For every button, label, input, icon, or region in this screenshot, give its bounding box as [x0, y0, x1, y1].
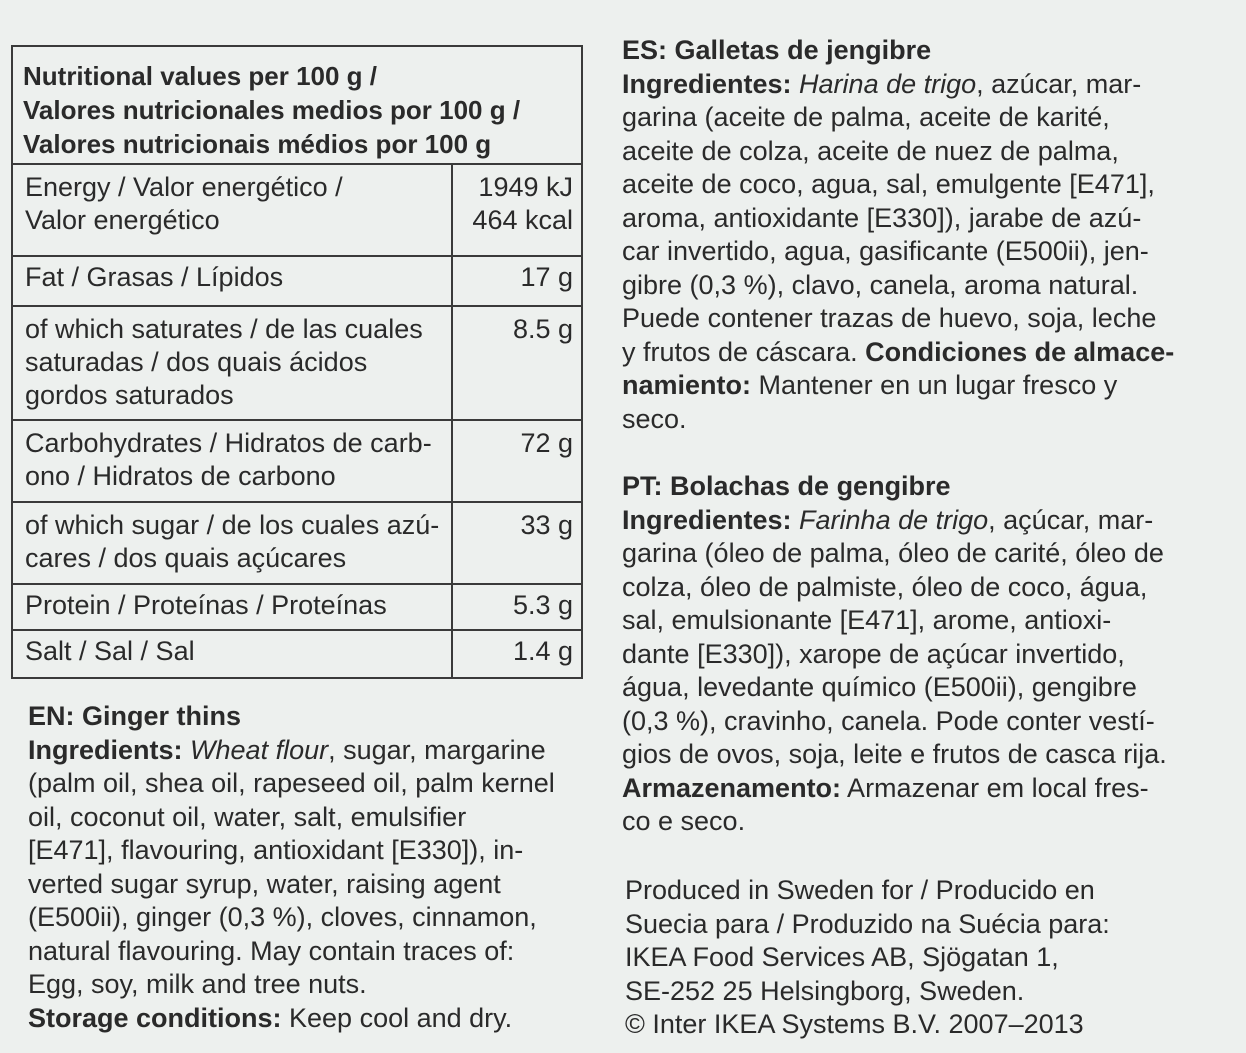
pt-title: PT: Bolachas de gengibre	[622, 471, 951, 501]
es-ingredients-italic: Harina de trigo	[799, 68, 977, 99]
nutrition-header: Nutritional values per 100 g / Valores nutricionales medios por 100 g / Valores nutricionais médios por 100 g	[12, 46, 582, 164]
en-ingredients-label: Ingredients:	[28, 734, 183, 765]
es-ingredients-label: Ingredientes:	[622, 68, 792, 99]
en-ingredients-text: , sugar, margarine (palm oil, shea oil, rapeseed oil, palm kernel oil, coconut oil, water, salt, emulsifier [E471], flavouring, antioxidant [E330]), in- verted sugar syrup, water, raising agent (E500ii), ginger (0,3 %), cloves, cinnamon, natural flavouring. May contain traces of: Egg, soy, milk and tree nuts.	[28, 734, 555, 999]
en-title: EN: Ginger thins	[28, 701, 242, 731]
nutrient-label: Fat / Grasas / Lípidos	[12, 256, 452, 306]
es-section	[622, 34, 1232, 436]
nutrient-value: 1949 kJ 464 kcal	[452, 164, 582, 256]
nutrient-label: Energy / Valor energético / Valor energético	[12, 164, 452, 256]
nutrition-row-energy	[12, 164, 582, 256]
nutrient-value: 5.3 g	[452, 584, 582, 630]
nutrient-value: 33 g	[452, 502, 582, 584]
pt-storage-text: Armazenar em local fres- co e seco.	[622, 772, 1149, 836]
en-storage-text: Keep cool and dry.	[281, 1002, 513, 1033]
pt-ingredients-text: , açúcar, mar- garina (óleo de palma, óleo de carité, óleo de colza, óleo de palmiste, óleo de coco, água, sal, emulsionante [E471], arome, antioxi- dante [E330]), xarope de açúcar invertido, água, levedante químico (E500ii), gengibre (0,3 %), cravinho, canela. Pode conter vestí- gios de ovos, soja, leite e frutos de casca rija.	[622, 504, 1167, 769]
en-ingredients-italic: Wheat flour	[190, 734, 329, 765]
es-storage-text: Mantener en un lugar fresco y seco.	[622, 370, 1118, 434]
nutrient-label: of which sugar / de los cuales azú- cares / dos quais açúcares	[12, 502, 452, 584]
producer-info: Produced in Sweden for / Producido en Suecia para / Produzido na Suécia para: IKEA Food Services AB, Sjögatan 1, SE-252 25 Helsingborg, Sweden. © Inter IKEA Systems B.V. 2007–2013	[625, 875, 1110, 1039]
nutrient-value: 72 g	[452, 420, 582, 502]
nutrition-row-protein	[12, 584, 582, 630]
nutrition-row-carbohydrates	[12, 420, 582, 502]
nutrition-table	[11, 45, 583, 679]
nutrient-label: of which saturates / de las cuales saturadas / dos quais ácidos gordos saturados	[12, 306, 452, 420]
nutrient-value: 8.5 g	[452, 306, 582, 420]
es-storage-label: Condiciones de almace- namiento:	[622, 336, 1175, 400]
nutrition-header-row	[12, 46, 582, 164]
es-ingredients-text: , azúcar, mar- garina (aceite de palma, aceite de karité, aceite de colza, aceite de nuez de palma, aceite de coco, agua, sal, emulgente [E471], aroma, antioxidante [E330]), jarabe de azú- car invertido, agua, gasificante (E500ii), jen- gibre (0,3 %), clavo, canela, aroma natural. Puede contener trazas de huevo, soja, leche y frutos de cáscara.	[622, 68, 1157, 367]
nutrient-label: Carbohydrates / Hidratos de carb- ono / Hidratos de carbono	[12, 420, 452, 502]
en-storage-label: Storage conditions:	[28, 1002, 282, 1033]
pt-storage-label: Armazenamento:	[622, 772, 842, 803]
nutrition-row-salt	[12, 630, 582, 678]
nutrient-value: 17 g	[452, 256, 582, 306]
nutrition-row-sugar	[12, 502, 582, 584]
nutrition-row-saturates	[12, 306, 582, 420]
en-section	[28, 700, 588, 1035]
nutrient-label: Protein / Proteínas / Proteínas	[12, 584, 452, 630]
pt-ingredients-label: Ingredientes:	[622, 504, 792, 535]
nutrient-label: Salt / Sal / Sal	[12, 630, 452, 678]
pt-section	[622, 470, 1237, 839]
pt-ingredients-italic: Farinha de trigo	[799, 504, 989, 535]
nutrient-value: 1.4 g	[452, 630, 582, 678]
nutrition-row-fat	[12, 256, 582, 306]
es-title: ES: Galletas de jengibre	[622, 35, 932, 65]
